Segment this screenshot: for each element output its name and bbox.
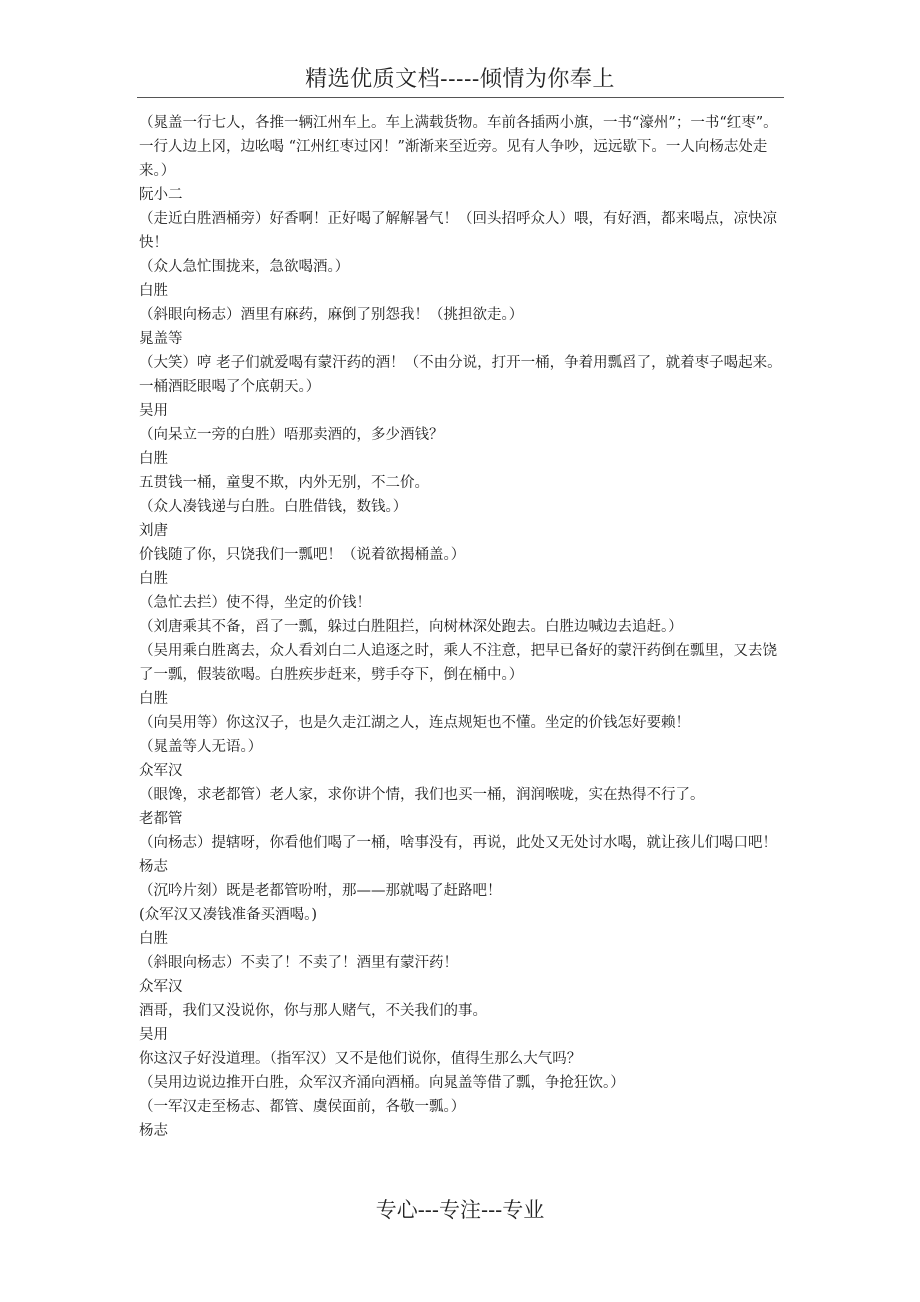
page-footer: 专心---专注---专业: [375, 1198, 545, 1222]
speaker-name: 白胜: [139, 931, 168, 947]
speaker-name: 白胜: [139, 691, 168, 707]
dialogue-line: （急忙去拦）使不得，坐定的价钱！: [139, 595, 371, 611]
stage-direction: (众军汉又凑钱准备买酒喝。): [139, 907, 318, 923]
dialogue-line: （向杨志）提辖呀，你看他们喝了一桶，啥事没有，再说，此处又无处讨水喝，就让孩儿们喝口吧！: [139, 835, 777, 851]
speaker-name: 白胜: [139, 283, 168, 299]
header-divider: [137, 97, 784, 98]
speaker-name: 杨志: [139, 1123, 168, 1139]
speaker-name: 吴用: [139, 1027, 168, 1043]
speaker-name: 阮小二: [139, 187, 183, 203]
dialogue-line: （沉吟片刻）既是老都管吩咐，那——那就喝了赶路吧！: [139, 883, 502, 899]
speaker-name: 白胜: [139, 451, 168, 467]
stage-direction: （众人急忙围拢来，急欲喝酒。）: [139, 259, 350, 275]
speaker-name: 杨志: [139, 859, 168, 875]
dialogue-line: （向吴用等）你这汉子，也是久走江湖之人，连点规矩也不懂。坐定的价钱怎好要赖！: [139, 715, 690, 731]
dialogue-line: （斜眼向杨志）不卖了！不卖了！酒里有蒙汗药！: [139, 955, 458, 971]
dialogue-line: （走近白胜酒桶旁）好香啊！正好喝了解解暑气！（回头招呼众人）喂，有好酒，都来喝点，凉快凉快！: [139, 211, 777, 251]
speaker-name: 众军汉: [139, 763, 183, 779]
stage-direction: （刘唐乘其不备，舀了一瓢，躲过白胜阻拦，向树林深处跑去。白胜边喊边去追赶。）: [139, 619, 683, 635]
stage-direction: （众人凑钱递与白胜。白胜借钱，数钱。）: [139, 499, 408, 515]
page-header: 精选优质文档-----倾情为你奉上: [305, 67, 615, 92]
script-body: [139, 111, 789, 1143]
speaker-name: 晁盖等: [139, 331, 183, 347]
dialogue-line: （大笑）哼 老子们就爱喝有蒙汗药的酒！（不由分说，打开一桶，争着用瓢舀了，就着枣子喝起来。一桶酒眨眼喝了个底朝天。）: [139, 355, 782, 395]
speaker-name: 众军汉: [139, 979, 183, 995]
dialogue-line: （斜眼向杨志）酒里有麻药，麻倒了别怨我！（挑担欲走。）: [139, 307, 524, 323]
stage-direction: （吴用乘白胜离去，众人看刘白二人追逐之时，乘人不注意，把早已备好的蒙汗药倒在瓢里，又去饶了一瓢，假装欲喝。白胜疾步赶来，劈手夺下，倒在桶中。）: [139, 643, 777, 683]
dialogue-line: （眼馋，求老都管）老人家，求你讲个情，我们也买一桶，润润喉咙，实在热得不行了。: [139, 787, 705, 803]
stage-direction: （吴用边说边推开白胜，众军汉齐涌向酒桶。向晁盖等借了瓢，争抢狂饮。）: [139, 1075, 625, 1091]
dialogue-line: 价钱随了你，只饶我们一瓢吧！（说着欲揭桶盖。）: [139, 547, 466, 563]
stage-direction: （晁盖一行七人，各推一辆江州车上。车上满载货物。车前各插两小旗，一书“濠州”；一书“红枣”。一行人边上冈，边吆喝 “江州红枣过冈！”渐渐来至近旁。见有人争吵，远远歇下。一人向杨志处走来。）: [139, 115, 778, 179]
stage-direction: （晁盖等人无语。）: [139, 739, 263, 755]
speaker-name: 老都管: [139, 811, 183, 827]
dialogue-line: 酒哥，我们又没说你，你与那人赌气，不关我们的事。: [139, 1003, 487, 1019]
dialogue-line: 五贯钱一桶，童叟不欺，内外无别，不二价。: [139, 475, 429, 491]
speaker-name: 白胜: [139, 571, 168, 587]
speaker-name: 刘唐: [139, 523, 168, 539]
dialogue-line: （向呆立一旁的白胜）唔那卖酒的，多少酒钱？: [139, 427, 444, 443]
speaker-name: 吴用: [139, 403, 168, 419]
stage-direction: （一军汉走至杨志、都管、虞侯面前，各敬一瓢。）: [139, 1099, 466, 1115]
dialogue-line: 你这汉子好没道理。（指军汉）又不是他们说你，值得生那么大气吗？: [139, 1051, 582, 1067]
